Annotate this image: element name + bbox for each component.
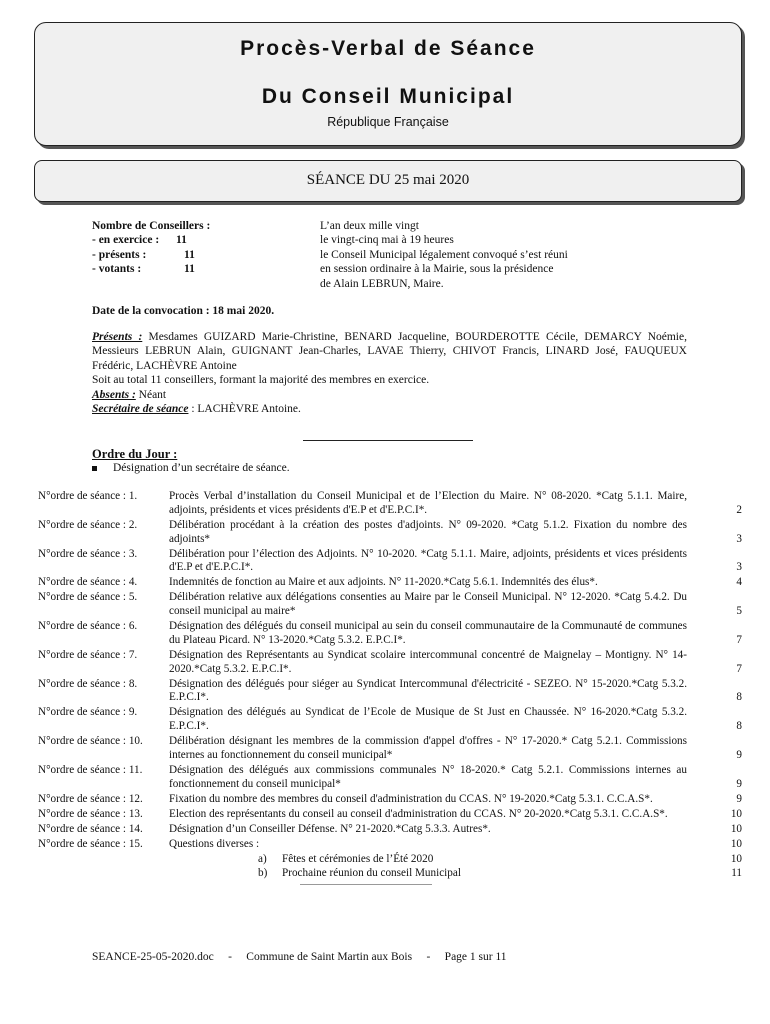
divider	[303, 440, 473, 441]
absents-value: Néant	[135, 388, 167, 401]
footer-commune: Commune de Saint Martin aux Bois	[246, 951, 413, 963]
session-line: en session ordinaire à la Mairie, sous la présidence	[320, 263, 554, 276]
agenda-item: N°ordre de séance : 8. Désignation des délégués pour siéger au Syndicat Intercommunal d'électricité - SEZEO. N° 15-2020.*Catg 5.3.2. E.P.C.I*. 8	[38, 677, 742, 704]
agenda-item: N°ordre de séance : 4. Indemnités de fonction au Maire et aux adjoints. N° 11-2020.*Catg 5.6.1. Indemnités des élus*. 4	[38, 576, 742, 589]
presents-list: Mesdames GUIZARD Marie-Christine, BENARD Jacqueline, BOURDEROTTE Cécile, DEMARCY Noémie, Messieurs LEBRUN Alain, GUIGNANT Jean-Charles, LAVAE Thierry, CHIVOT Francis, LINARD José, FAUQUEUX Frédéric, LACHÈVRE Antoine	[92, 331, 687, 372]
footer-page-number: Page 1 sur 11	[444, 951, 507, 963]
conseillers-row: - votants : 11	[92, 263, 195, 276]
presents-label: Présents :	[92, 331, 143, 343]
total-line: Soit au total 11 conseillers, formant la majorité des membres en exercice.	[92, 374, 430, 387]
session-intro	[320, 219, 650, 291]
absents-label: Absents :	[92, 388, 136, 401]
seance-date-box	[34, 160, 742, 202]
agenda-list	[38, 490, 742, 885]
footer-filename: SEANCE-25-05-2020.doc	[92, 951, 214, 963]
conseillers-block	[92, 219, 312, 277]
agenda-item: N°ordre de séance : 1. Procès Verbal d’installation du Conseil Municipal et de l’Election du Maire. N° 08-2020. *Catg 5.1.1. Maire, adjoints, présidents et vices présidents d'E.P et d'E.P.C.I*. 2	[38, 490, 742, 516]
agenda-item: N°ordre de séance : 15. Questions diverses : 10	[38, 837, 742, 850]
session-line: L’an deux mille vingt	[320, 220, 419, 232]
ordre-item: Désignation d’un secrétaire de séance.	[92, 461, 290, 475]
conseillers-row: - en exercice : 11	[92, 234, 187, 247]
secretaire-value: : LACHÈVRE Antoine.	[188, 403, 301, 416]
page-footer: SEANCE-25-05-2020.doc - Commune de Saint Martin aux Bois - Page 1 sur 11	[92, 951, 507, 963]
conseillers-heading: Nombre de Conseillers :	[92, 220, 211, 232]
seance-date: SÉANCE DU 25 mai 2020	[306, 172, 470, 188]
secretaire-label: Secrétaire de séance	[92, 403, 189, 416]
session-line: le vingt-cinq mai à 19 heures	[320, 234, 454, 247]
agenda-subitem: b) Prochaine réunion du conseil Municipal 11	[258, 866, 742, 879]
republique-label: République Française	[327, 115, 449, 129]
session-line: le Conseil Municipal légalement convoqué s’est réuni	[320, 248, 568, 261]
session-line: de Alain LEBRUN, Maire.	[320, 277, 444, 290]
document-subtitle: Du Conseil Municipal	[261, 85, 515, 108]
agenda-item: N°ordre de séance : 6. Désignation des délégués du conseil municipal au sein du conseil communautaire de la Communauté de communes du Plateau Picard. N° 13-2020.*Catg 5.3.2. E.P.C.I*. 7	[38, 620, 742, 646]
ordre-heading: Ordre du Jour :	[92, 447, 178, 461]
presents-block	[92, 330, 687, 416]
agenda-subitem: a) Fêtes et cérémonies de l’Été 2020 10	[258, 852, 742, 865]
agenda-item: N°ordre de séance : 9. Désignation des délégués au Syndicat de l’Ecole de Musique de St Just en Chaussée. N° 16-2020.*Catg 5.3.2. E.P.C.I*. 8	[38, 706, 742, 733]
agenda-item: N°ordre de séance : 7. Désignation des Représentants au Syndicat scolaire intercommunal concentré de Maignelay – Montigny. N° 14-2020.*Catg 5.3.2. E.P.C.I*. 7	[38, 648, 742, 675]
agenda-item: N°ordre de séance : 11. Désignation des délégués aux commissions communales N° 18-2020.* Catg 5.2.1. Commissions internes au fonctionnement du conseil municipal* 9	[38, 764, 742, 790]
agenda-item: N°ordre de séance : 2. Délibération procédant à la création des postes d'adjoints. N° 09-2020. *Catg 5.1.2. Fixation du nombre des adjoints* 3	[38, 518, 742, 545]
bullet-icon	[92, 466, 97, 471]
agenda-item: N°ordre de séance : 14. Désignation d’un Conseiller Défense. N° 21-2020.*Catg 5.3.3. Autres*. 10	[38, 822, 742, 835]
agenda-item: N°ordre de séance : 12. Fixation du nombre des membres du conseil d'administration du CCAS. N° 19-2020.*Catg 5.3.1. C.C.A.S*. 9	[38, 792, 742, 805]
document-title: Procès-Verbal de Séance	[240, 37, 536, 60]
agenda-item: N°ordre de séance : 5. Délibération relative aux délégations consenties au Maire par le Conseil Municipal. N° 12-2020. *Catg 5.4.2. Du conseil municipal au maire* 5	[38, 591, 742, 618]
agenda-item: N°ordre de séance : 3. Délibération pour l’élection des Adjoints. N° 10-2020. *Catg 5.1.1. Maire, adjoints, présidents et vices présidents d'E.P et d'E.P.C.I*. 3	[38, 547, 742, 574]
convocation-date: Date de la convocation : 18 mai 2020.	[92, 305, 275, 317]
agenda-item: N°ordre de séance : 13. Election des représentants du conseil au conseil d'administration du CCAS. N° 20-2020.*Catg 5.3.1. C.C.A.S*. 10	[38, 807, 742, 820]
end-divider	[300, 884, 432, 885]
agenda-item: N°ordre de séance : 10. Délibération désignant les membres de la commission d'appel d'offres - N° 17-2020.* Catg 5.2.1. Commissions internes au fonctionnement du conseil municipal* 9	[38, 735, 742, 762]
conseillers-row: - présents : 11	[92, 248, 195, 261]
title-box	[34, 22, 742, 146]
